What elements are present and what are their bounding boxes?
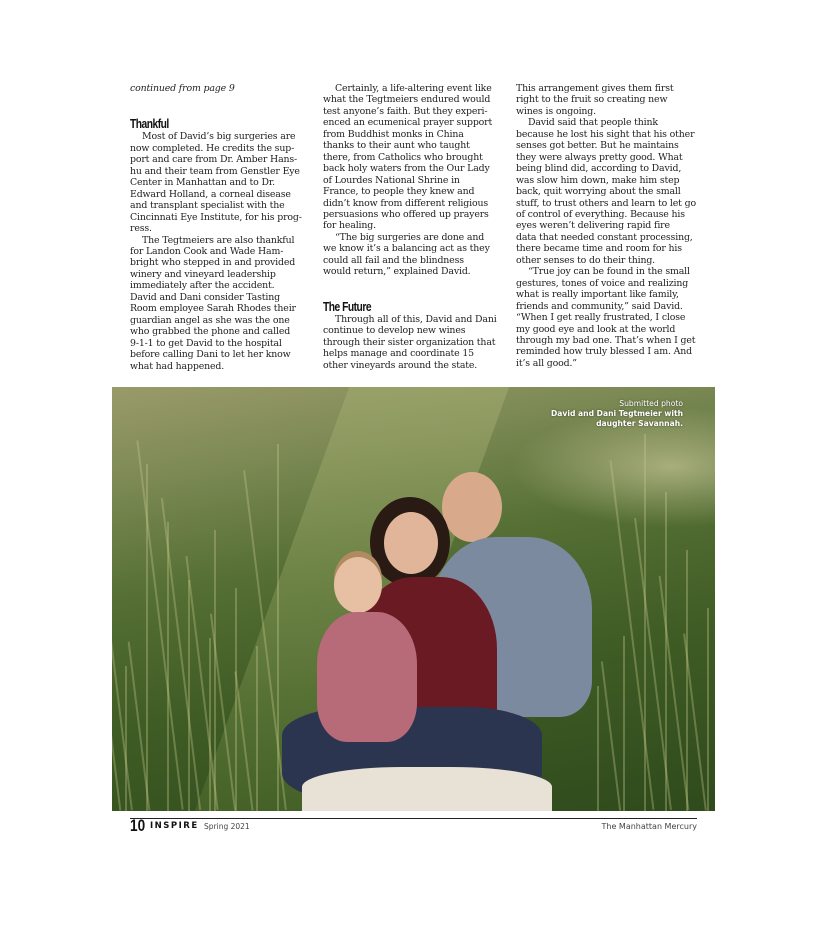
text-line: they were always pretty good. What — [516, 151, 683, 163]
page-number: 10 — [130, 816, 146, 835]
text-line: through their sister organization that — [323, 336, 496, 348]
text-line: of Lourdes National Shrine in — [323, 174, 460, 186]
paragraph — [323, 83, 509, 232]
text-line: The Future — [323, 299, 372, 314]
article-column-1 — [130, 83, 316, 372]
text-line: what is really important like family, — [516, 289, 679, 301]
text-line: what the Tegtmeiers endured would — [323, 94, 491, 106]
text-line: Cincinnati Eye Institute, for his prog- — [130, 211, 302, 223]
text-line: senses got better. But he maintains — [516, 140, 679, 152]
text-line: immediately after the accident. — [130, 280, 275, 292]
text-line: who grabbed the phone and called — [130, 326, 291, 338]
grass-blade — [235, 588, 237, 811]
text-line: before calling Dani to let her know — [130, 349, 291, 361]
text-line: through my bad one. That’s when I get — [516, 334, 696, 346]
text-line: helps manage and coordinate 15 — [323, 348, 474, 360]
text-line: winery and vineyard leadership — [130, 268, 276, 280]
text-line: for Landon Cook and Wade Ham- — [130, 245, 284, 257]
text-line: friends and community,” said David. — [516, 300, 683, 312]
grass-blade — [659, 576, 690, 810]
section-gap — [323, 278, 509, 300]
text-line: what had happened. — [130, 360, 225, 372]
text-line: now completed. He credits the sup- — [130, 142, 295, 154]
mother-face — [384, 512, 438, 574]
daughter-face — [334, 557, 382, 613]
text-line: David and Dani consider Tasting — [130, 291, 280, 303]
paragraph — [323, 232, 509, 278]
text-line: hu and their team from Genstler Eye — [130, 165, 300, 177]
text-line: stuff, to trust others and learn to let go — [516, 197, 696, 209]
text-line: other vineyards around the state. — [323, 359, 478, 371]
text-line: Center in Manhattan and to Dr. — [130, 177, 275, 189]
text-line: Thankful — [130, 117, 169, 132]
text-line: Through all of this, David and Dani — [335, 313, 497, 325]
father-figure — [442, 472, 502, 542]
text-line: This arrangement gives them first — [516, 83, 674, 94]
text-line: Room employee Sarah Rhodes their — [130, 303, 296, 315]
text-line: for healing. — [323, 220, 376, 232]
text-line: Edward Holland, a corneal disease — [130, 188, 291, 200]
text-line: my good eye and look at the world — [516, 323, 676, 335]
continued-note — [130, 83, 316, 94]
daughter-dress — [317, 612, 417, 742]
text-line: France, to people they knew and — [323, 186, 475, 198]
grass-blade — [167, 522, 169, 811]
text-line: would return,” explained David. — [323, 266, 471, 278]
grass-blade — [597, 686, 599, 811]
text-line: continued from page 9 — [130, 83, 235, 94]
text-line: because he lost his sight that his other — [516, 128, 695, 140]
text-line: was slow him down, make him step — [516, 174, 680, 186]
text-line: could all fail and the blindness — [323, 254, 464, 266]
text-line: Certainly, a life-altering event like — [335, 83, 492, 94]
text-line: other senses to do their thing. — [516, 254, 656, 266]
text-line: it’s all good.” — [516, 357, 577, 369]
text-line: of control of everything. Because his — [516, 208, 685, 220]
text-line: we know it’s a balancing act as they — [323, 243, 490, 255]
article-column-3 — [516, 83, 702, 369]
grass-blade — [601, 661, 621, 810]
paragraph — [516, 83, 702, 117]
text-line: bright who stepped in and provided — [130, 257, 296, 269]
paragraph — [516, 117, 702, 266]
text-line: “When I get really frustrated, I close — [516, 312, 686, 324]
grass-blade — [214, 530, 216, 811]
photo-caption — [551, 399, 683, 429]
grass-blade — [125, 666, 127, 811]
grass-blade — [623, 636, 625, 811]
text-line: 9-1-1 to get David to the hospital — [130, 337, 282, 349]
text-line: being blind did, according to David, — [516, 163, 682, 175]
paragraph — [323, 314, 509, 371]
text-line: gestures, tones of voice and realizing — [516, 277, 689, 289]
text-line: right to the fruit so creating new — [516, 94, 668, 106]
grass-blade — [256, 646, 258, 811]
grass-blade — [686, 550, 688, 811]
text-line: there became time and room for his — [516, 243, 682, 255]
text-line: continue to develop new wines — [323, 325, 466, 337]
footer-rule — [130, 818, 697, 819]
text-line: reminded how truly blessed I am. And — [516, 346, 692, 358]
text-line: The Tegtmeiers are also thankful — [142, 234, 295, 246]
photo-credit: Submitted photo — [619, 399, 683, 408]
caption-line: David and Dani Tegtmeier with — [551, 409, 683, 418]
issue-label: Spring 2021 — [204, 822, 250, 831]
paragraph — [130, 131, 316, 234]
family-photo — [112, 387, 715, 811]
text-line: guardian angel as she was the one — [130, 314, 290, 326]
text-line: persuasions who offered up prayers — [323, 208, 489, 220]
text-line: back holy waters from the Our Lady — [323, 163, 490, 175]
text-line: back, quit worrying about the small — [516, 186, 681, 198]
text-line: from Buddhist monks in China — [323, 128, 464, 140]
section-heading — [323, 300, 476, 314]
text-line: and transplant specialist with the — [130, 200, 285, 212]
text-line: “True joy can be found in the small — [528, 266, 690, 278]
grass-blade — [707, 608, 709, 811]
text-line: “The big surgeries are done and — [335, 231, 485, 243]
text-line: ress. — [130, 223, 152, 235]
text-line: there, from Catholics who brought — [323, 151, 483, 163]
grass-blade — [209, 638, 211, 811]
magazine-name: INSPIRE — [150, 821, 199, 831]
paragraph — [130, 235, 316, 372]
article-column-2 — [323, 83, 509, 371]
text-line: thanks to their aunt who taught — [323, 140, 470, 152]
text-line: David said that people think — [528, 117, 658, 129]
grass-blade — [146, 464, 148, 811]
text-line: Most of David’s big surgeries are — [142, 131, 296, 143]
grass-blade — [188, 580, 190, 811]
paragraph — [516, 266, 702, 369]
text-line: test anyone’s faith. But they experi- — [323, 105, 488, 117]
publication-name: The Manhattan Mercury — [601, 822, 697, 831]
text-line: eyes weren’t delivering rapid fire — [516, 220, 670, 232]
text-line: port and care from Dr. Amber Hans- — [130, 154, 298, 166]
section-heading — [130, 117, 283, 131]
caption-line: daughter Savannah. — [596, 419, 683, 428]
text-line: wines is ongoing. — [516, 105, 596, 117]
text-line: data that needed constant processing, — [516, 231, 693, 243]
blanket — [302, 767, 552, 811]
text-line: enced an ecumenical prayer support — [323, 117, 493, 129]
text-line: didn’t know from different religious — [323, 197, 489, 209]
